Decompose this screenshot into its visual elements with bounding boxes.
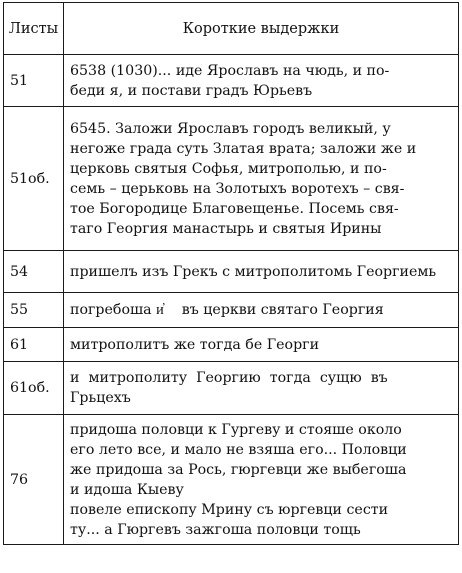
header-sheets: Листы xyxy=(4,3,64,55)
table-row xyxy=(4,55,459,107)
excerpt-line: беди я, и постави градъ Юрьевъ xyxy=(70,82,313,99)
excerpts-table xyxy=(3,2,459,545)
excerpt-text xyxy=(64,362,459,415)
excerpt-text xyxy=(64,55,459,107)
header-excerpts: Короткие выдержки xyxy=(64,3,459,55)
excerpt-line: погребоша и҆ въ церкви святаго Георгия xyxy=(70,302,384,318)
table-row xyxy=(4,107,459,251)
excerpt-line: придоша половци к Гургеву и стояше около xyxy=(70,421,402,438)
excerpt-line: повеле епископу Мрину съ юргевци сести xyxy=(70,501,389,518)
excerpt-line: церковь святыя Софья, митрополью, и по- xyxy=(70,160,387,177)
sheet-number: 51 xyxy=(4,55,64,107)
table-row xyxy=(4,293,459,328)
excerpt-text xyxy=(64,293,459,328)
excerpt-line: таго Георгия манастырь и святыя Ирины xyxy=(70,220,382,237)
table-row xyxy=(4,328,459,362)
excerpt-text xyxy=(64,107,459,251)
excerpt-line: семь – церьковь на Золотыхъ воротехъ – свя- xyxy=(70,180,405,197)
excerpt-line: 6538 (1030)... иде Ярославъ на чюдь, и по- xyxy=(70,62,390,79)
excerpt-line: негоже града суть Златая врата; заложи же и xyxy=(70,140,417,157)
sheet-number: 54 xyxy=(4,251,64,293)
sheet-number: 76 xyxy=(4,415,64,545)
table-row xyxy=(4,251,459,293)
table-row xyxy=(4,362,459,415)
table-header-row xyxy=(4,3,459,55)
excerpt-text xyxy=(64,328,459,362)
excerpt-line: 6545. Заложи Ярославъ городъ великый, у xyxy=(70,120,391,137)
sheet-number: 55 xyxy=(4,293,64,328)
excerpt-line: же придоша за Рось, гюргевци же выбегоша xyxy=(70,461,407,478)
sheet-number: 51об. xyxy=(4,107,64,251)
excerpt-line: Грьцехъ xyxy=(70,390,131,406)
table-row xyxy=(4,415,459,545)
excerpt-line: пришелъ изъ Грекъ с митрополитомь Георгиемь xyxy=(70,263,437,280)
excerpt-line: и идоша Кыеву xyxy=(70,481,184,498)
excerpt-line: ту... а Гюргевъ зажгоша половци тощь xyxy=(70,521,361,538)
excerpt-text xyxy=(64,251,459,293)
excerpt-line: его лето все, и мало не взяша его... Половци xyxy=(70,441,407,458)
sheet-number: 61 xyxy=(4,328,64,362)
excerpt-text xyxy=(64,415,459,545)
sheet-number: 61об. xyxy=(4,362,64,415)
excerpt-line: тое Богородице Благовещенье. Посемь свя- xyxy=(70,200,399,217)
excerpt-line: и митрополиту Георгию тогда сущю въ xyxy=(70,370,388,386)
excerpt-line: митрополитъ же тогда бе Георги xyxy=(70,336,320,353)
